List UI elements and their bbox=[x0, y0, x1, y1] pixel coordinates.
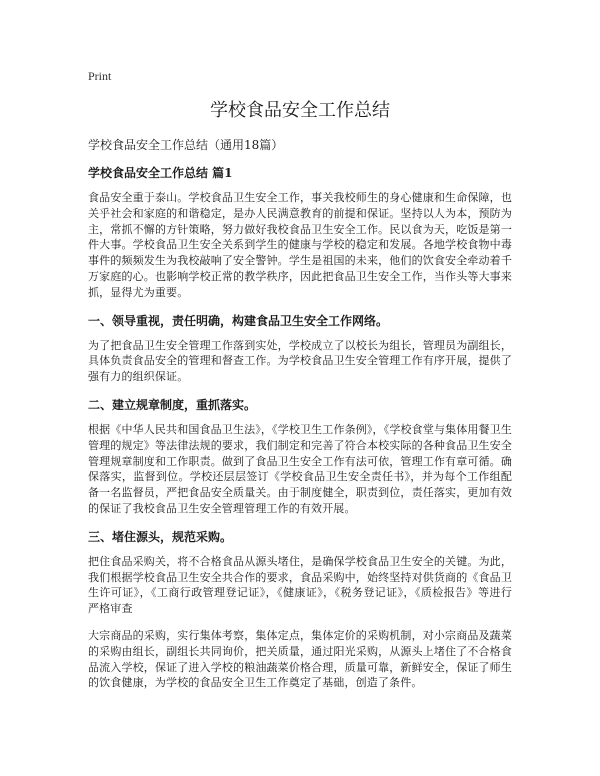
section-heading-1: 一、领导重视，责任明确，构建食品卫生安全工作网络。 bbox=[88, 313, 389, 328]
section-3-paragraph-2: 大宗商品的采购，实行集体考察，集体定点，集体定价的采购机制，对小宗商品及蔬菜的采购由组长，副组长共同询价，把关质量，通过阳光采购，从源头上堵住了不合格食品流入学校，保证了进入学校的粮油蔬菜价格合理，质量可靠，新鲜安全，保证了师生的饮食健康，为学校的食品安全卫生工作奠定了基础，创造了条件。 bbox=[88, 628, 512, 690]
print-label[interactable]: Print bbox=[88, 69, 112, 83]
section-heading-3: 三、堵住源头，规范采购。 bbox=[88, 529, 233, 544]
intro-paragraph: 食品安全重于泰山。学校食品卫生安全工作，事关我校师生的身心健康和生命保障，也关乎社会和家庭的和谐稳定，是办人民满意教育的前提和保证。坚持以人为本，预防为主，常抓不懈的方针策略，努力做好我校食品卫生安全工作。民以食为天，吃饭是第一件大事。学校食品卫生安全关系到学生的健康与学校的稳定和发展。各地学校食物中毒事件的频频发生为我校敲响了安全警钟。学生是祖国的未来，他们的饮食安全牵动着千万家庭的心。也影响学校正常的教学秩序，因此把食品卫生安全工作，当作头等大事来抓，显得尤为重要。 bbox=[88, 191, 512, 299]
page-title: 学校食品安全工作总结 bbox=[210, 100, 390, 121]
document-subtitle: 学校食品安全工作总结（通用18篇） bbox=[88, 138, 284, 152]
section-3-paragraph-1: 把住食品采购关，将不合格食品从源头堵住，是确保学校食品卫生安全的关键。为此，我们根据学校食品卫生安全共合作的要求，食品采购中，始终坚持对供货商的《食品卫生许可证》，《工商行政管理登记证》，《健康证》，《税务登记证》，《质检报告》等进行严格审查 bbox=[88, 554, 512, 616]
section-2-paragraph-1: 根据《中华人民共和国食品卫生法》，《学校卫生工作条例》，《学校食堂与集体用餐卫生管理的规定》等法律法规的要求，我们制定和完善了符合本校实际的各种食品卫生安全管理规章制度和工作职责。做到了食品卫生安全工作有法可依，管理工作有章可循。确保落实，监督到位。学校还层层签订《学校食品卫生安全责任书》，并为每个工作组配备一名监督员，严把食品安全质量关。由于制度健全，职责到位，责任落实，更加有效的保证了我校食品卫生安全管理管理工作的有效开展。 bbox=[88, 422, 512, 515]
section-1-paragraph-1: 为了把食品卫生安全管理工作落到实处，学校成立了以校长为组长，管理员为副组长，具体负责食品安全的管理和督查工作。为学校食品卫生安全管理工作有序开展，提供了强有力的组织保证。 bbox=[88, 338, 512, 384]
section-heading-2: 二、建立规章制度，重抓落实。 bbox=[88, 397, 257, 412]
article-heading: 学校食品安全工作总结 篇1 bbox=[88, 166, 233, 180]
